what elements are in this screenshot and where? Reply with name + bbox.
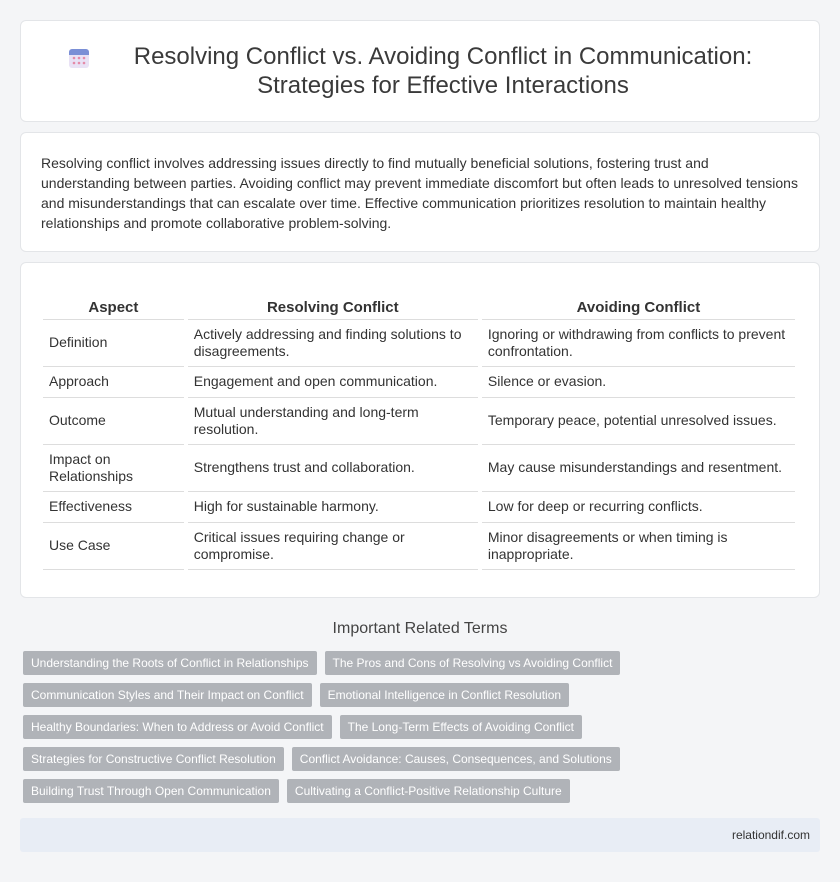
related-term-tag[interactable]: The Long-Term Effects of Avoiding Conflict	[340, 715, 582, 739]
row-avoiding: May cause misunderstandings and resentment.	[480, 444, 797, 491]
related-term-tag[interactable]: Healthy Boundaries: When to Address or Avoid Conflict	[23, 715, 332, 739]
table-row	[43, 491, 797, 522]
related-terms-title: Important Related Terms	[332, 620, 508, 637]
page-title: Resolving Conflict vs. Avoiding Conflict in Communication: Strategies for Effective Interactions	[133, 43, 753, 99]
row-avoiding: Minor disagreements or when timing is inappropriate.	[480, 522, 797, 569]
row-aspect: Impact on Relationships	[43, 444, 186, 491]
table-row	[43, 397, 797, 444]
related-term-tag[interactable]: Strategies for Constructive Conflict Resolution	[23, 747, 284, 771]
related-term-tag[interactable]: Communication Styles and Their Impact on Conflict	[23, 683, 312, 707]
row-aspect: Outcome	[43, 397, 186, 444]
related-terms-list	[23, 651, 823, 811]
row-aspect: Effectiveness	[43, 491, 186, 522]
related-term-tag[interactable]: The Pros and Cons of Resolving vs Avoiding Conflict	[325, 651, 621, 675]
row-resolving: Critical issues requiring change or compromise.	[186, 522, 480, 569]
related-term-tag[interactable]: Cultivating a Conflict-Positive Relationship Culture	[287, 779, 570, 803]
related-term-tag[interactable]: Conflict Avoidance: Causes, Consequences, and Solutions	[292, 747, 620, 771]
row-resolving: Strengthens trust and collaboration.	[186, 444, 480, 491]
calendar-icon	[67, 46, 91, 70]
row-avoiding: Temporary peace, potential unresolved issues.	[480, 397, 797, 444]
header-resolving: Resolving Conflict	[186, 293, 480, 319]
intro-paragraph: Resolving conflict involves addressing issues directly to find mutually beneficial solutions, fostering trust and understanding between parties. Avoiding conflict may prevent immediate discomfort but often leads to unresolved tensions and misunderstandings that can escalate over time. Effective communication prioritizes resolution to maintain healthy relationships and promote collaborative problem-solving.	[41, 155, 798, 231]
comparison-table-card	[20, 262, 820, 598]
row-resolving: Mutual understanding and long-term resolution.	[186, 397, 480, 444]
row-avoiding: Ignoring or withdrawing from conflicts to prevent confrontation.	[480, 319, 797, 366]
row-avoiding: Low for deep or recurring conflicts.	[480, 491, 797, 522]
related-term-tag[interactable]: Emotional Intelligence in Conflict Resolution	[320, 683, 569, 707]
footer	[20, 818, 820, 852]
row-aspect: Definition	[43, 319, 186, 366]
row-avoiding: Silence or evasion.	[480, 366, 797, 397]
related-term-tag[interactable]: Understanding the Roots of Conflict in Relationships	[23, 651, 317, 675]
table-row	[43, 444, 797, 491]
related-term-tag[interactable]: Building Trust Through Open Communication	[23, 779, 279, 803]
row-resolving: Actively addressing and finding solutions to disagreements.	[186, 319, 480, 366]
table-row	[43, 366, 797, 397]
header-avoiding: Avoiding Conflict	[480, 293, 797, 319]
comparison-table	[43, 293, 799, 570]
header-aspect: Aspect	[43, 293, 186, 319]
row-aspect: Approach	[43, 366, 186, 397]
row-aspect: Use Case	[43, 522, 186, 569]
intro-card	[20, 132, 820, 252]
table-header-row	[43, 293, 797, 319]
row-resolving: High for sustainable harmony.	[186, 491, 480, 522]
table-row	[43, 319, 797, 366]
table-row	[43, 522, 797, 569]
header-card	[20, 20, 820, 122]
footer-site-link[interactable]: relationdif.com	[731, 828, 810, 842]
row-resolving: Engagement and open communication.	[186, 366, 480, 397]
